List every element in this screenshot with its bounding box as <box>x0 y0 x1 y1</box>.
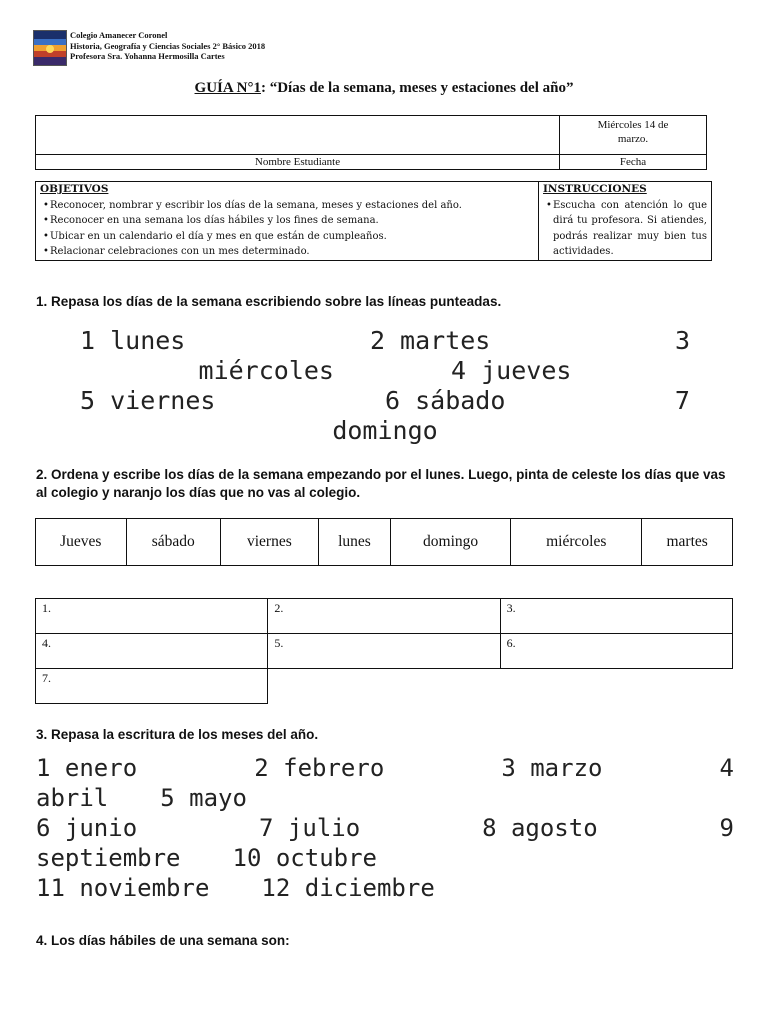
month-trace: 12 diciembre <box>261 874 435 902</box>
month-trace: 8 agosto <box>482 814 598 842</box>
student-name-field[interactable] <box>36 116 560 155</box>
scrambled-day-cell[interactable]: domingo <box>391 519 511 566</box>
day-trace: 5 viernes <box>80 386 216 415</box>
objectives-cell <box>36 182 539 261</box>
day-trace: 4 jueves <box>451 356 572 385</box>
instructions-text: • Escucha con atención lo que dirá tu profesora. Si atiendes, podrás realizar muy bien tus actividades. <box>543 198 707 260</box>
order-slot[interactable]: 1. <box>36 599 268 634</box>
day-trace: 3 <box>674 326 690 355</box>
month-trace: 4 <box>719 754 734 782</box>
scrambled-day-cell[interactable]: lunes <box>318 519 390 566</box>
order-slot[interactable]: 7. <box>36 669 268 704</box>
objectives-list <box>40 198 534 260</box>
month-trace: 10 octubre <box>232 844 377 872</box>
date-value-line1: Miércoles 14 de <box>597 119 669 131</box>
day-trace: miércoles <box>198 356 334 385</box>
day-trace: 7 <box>674 386 690 415</box>
question-3: 3. Repasa la escritura de los meses del año. <box>36 727 319 742</box>
scrambled-day-cell[interactable]: miércoles <box>511 519 642 566</box>
month-trace: 3 marzo <box>501 754 603 782</box>
teacher-line: Profesora Sra. Yohanna Hermosilla Cartes <box>70 51 225 61</box>
month-trace: 11 noviembre <box>36 874 210 902</box>
scrambled-day-cell[interactable]: sábado <box>126 519 220 566</box>
school-logo <box>33 30 67 66</box>
objective-item: • Reconocer, nombrar y escribir los días de la semana, meses y estaciones del año. <box>40 198 534 214</box>
objectives-heading: OBJETIVOS <box>40 183 109 195</box>
scrambled-days-table <box>35 518 733 566</box>
month-trace: abril <box>36 784 109 812</box>
month-trace: 7 julio <box>259 814 361 842</box>
question-2: 2. Ordena y escribe los días de la semana empezando por el lunes. Luego, pinta de celeste los días que vas al colegio y naranjo los días que no vas al colegio. <box>36 467 726 500</box>
month-trace: 1 enero <box>36 754 138 782</box>
school-name: Colegio Amanecer Coronel <box>70 30 168 40</box>
order-slot[interactable]: 2. <box>268 599 500 634</box>
day-trace: domingo <box>332 416 438 445</box>
guide-number: GUÍA N°1 <box>194 80 261 96</box>
day-trace: 2 martes <box>369 326 491 355</box>
month-trace: 6 junio <box>36 814 138 842</box>
order-slot[interactable]: 6. <box>500 634 732 669</box>
date-value-line2: marzo. <box>617 133 649 145</box>
question-1: 1. Repasa los días de la semana escribiendo sobre las líneas punteadas. <box>36 294 502 309</box>
scrambled-day-cell[interactable]: viernes <box>220 519 318 566</box>
objective-item: • Ubicar en un calendario el día y mes en que están de cumpleaños. <box>40 229 534 245</box>
instructions-heading: INSTRUCCIONES <box>543 183 647 195</box>
instructions-list <box>543 198 707 260</box>
month-trace: 5 mayo <box>160 784 247 812</box>
date-field[interactable] <box>560 116 707 155</box>
month-trace: 2 febrero <box>254 754 385 782</box>
scrambled-day-cell[interactable]: Jueves <box>36 519 127 566</box>
guide-title: : “Días de la semana, meses y estaciones del año” <box>260 80 574 96</box>
question-4: 4. Los días hábiles de una semana son: <box>36 933 290 948</box>
empty-cell <box>268 669 733 704</box>
ordered-days-table <box>35 598 733 704</box>
month-trace: septiembre <box>36 844 181 872</box>
month-trace: 9 <box>719 814 734 842</box>
objective-item: • Relacionar celebraciones con un mes determinado. <box>40 244 534 260</box>
instructions-cell <box>539 182 712 261</box>
order-slot[interactable]: 5. <box>268 634 500 669</box>
day-trace: 1 lunes <box>80 326 186 355</box>
date-label: Fecha <box>560 155 707 170</box>
scrambled-day-cell[interactable]: martes <box>642 519 733 566</box>
page-title <box>0 80 768 97</box>
school-info <box>70 30 265 62</box>
student-table <box>35 115 707 170</box>
day-trace: 6 sábado <box>384 386 506 415</box>
objective-item: • Reconocer en una semana los días hábiles y los fines de semana. <box>40 213 534 229</box>
subject-line: Historia, Geografía y Ciencias Sociales 2° Básico 2018 <box>70 40 266 51</box>
order-slot[interactable]: 3. <box>500 599 732 634</box>
months-tracing-text <box>36 753 734 903</box>
days-tracing-text <box>80 326 690 446</box>
order-slot[interactable]: 4. <box>36 634 268 669</box>
student-name-label: Nombre Estudiante <box>36 155 560 170</box>
objectives-table <box>35 181 712 261</box>
